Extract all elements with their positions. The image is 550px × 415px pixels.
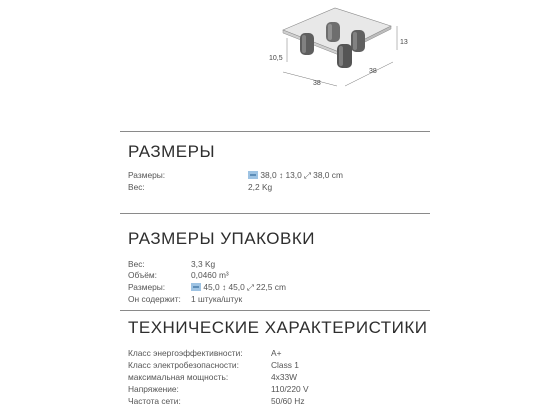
width-arrow-icon — [191, 283, 201, 291]
depth-dim-label: 38 — [369, 68, 377, 75]
glass-shade-front — [337, 44, 352, 68]
glass-shade-left — [300, 33, 314, 55]
packaging-width: 45,0 — [203, 282, 220, 292]
packaging-volume-label: Объём: — [128, 270, 158, 280]
dimensions-height: 13,0 — [285, 170, 302, 180]
width-arrow-icon — [248, 171, 258, 179]
dimensions-weight-label: Вес: — [128, 182, 145, 192]
packaging-diagonal: 22,5 cm — [256, 282, 286, 292]
section-divider — [120, 131, 430, 132]
dimensions-diagonal: 38,0 cm — [313, 170, 343, 180]
section-title-packaging: РАЗМЕРЫ УПАКОВКИ — [128, 229, 315, 248]
packaging-size-value — [191, 282, 286, 292]
section-divider — [120, 213, 430, 214]
dimensions-width: 38,0 — [260, 170, 277, 180]
diagonal-arrow-icon: ⤢ — [247, 282, 254, 292]
glass-shade-right — [351, 30, 365, 52]
tech-energy-class-label: Класс энергоэффективности: — [128, 348, 243, 358]
section-title-dimensions: РАЗМЕРЫ — [128, 142, 216, 161]
shade-height-label: 10,5 — [269, 55, 283, 62]
tech-max-power-value: 4x33W — [271, 372, 298, 382]
tech-voltage-label: Напряжение: — [128, 384, 179, 394]
packaging-weight-value: 3,3 Kg — [191, 259, 216, 269]
dimensions-size-label: Размеры: — [128, 170, 166, 180]
height-arrow-icon: ↕ — [221, 282, 227, 292]
packaging-weight-label: Вес: — [128, 259, 145, 269]
tech-max-power-label: максимальная мощность: — [128, 372, 229, 382]
lamp-illustration — [265, 0, 415, 100]
packaging-contents-label: Он содержит: — [128, 294, 181, 304]
tech-safety-class-label: Класс электробезопасности: — [128, 360, 239, 370]
packaging-height: 45,0 — [228, 282, 245, 292]
tech-voltage-value: 110/220 V — [271, 384, 309, 394]
tech-energy-class-value: A+ — [271, 348, 282, 358]
dimensions-size-value — [248, 170, 343, 180]
glass-shade-back — [326, 22, 340, 42]
packaging-size-label: Размеры: — [128, 282, 166, 292]
tech-safety-class-value: Class 1 — [271, 360, 299, 370]
height-arrow-icon: ↕ — [278, 170, 284, 180]
section-divider — [120, 310, 430, 311]
packaging-contents-value: 1 штука/штук — [191, 294, 243, 304]
diagonal-arrow-icon: ⤢ — [304, 170, 311, 180]
height-dim-label: 13 — [400, 39, 408, 46]
width-dim-label: 38 — [313, 80, 321, 87]
dimensions-weight-value: 2,2 Kg — [248, 182, 273, 192]
product-dimension-drawing — [265, 0, 415, 100]
tech-frequency-value: 50/60 Hz — [271, 396, 305, 406]
section-title-technical: ТЕХНИЧЕСКИЕ ХАРАКТЕРИСТИКИ — [128, 318, 428, 337]
packaging-volume-value: 0,0460 m³ — [191, 270, 229, 280]
tech-frequency-label: Частота сети: — [128, 396, 181, 406]
